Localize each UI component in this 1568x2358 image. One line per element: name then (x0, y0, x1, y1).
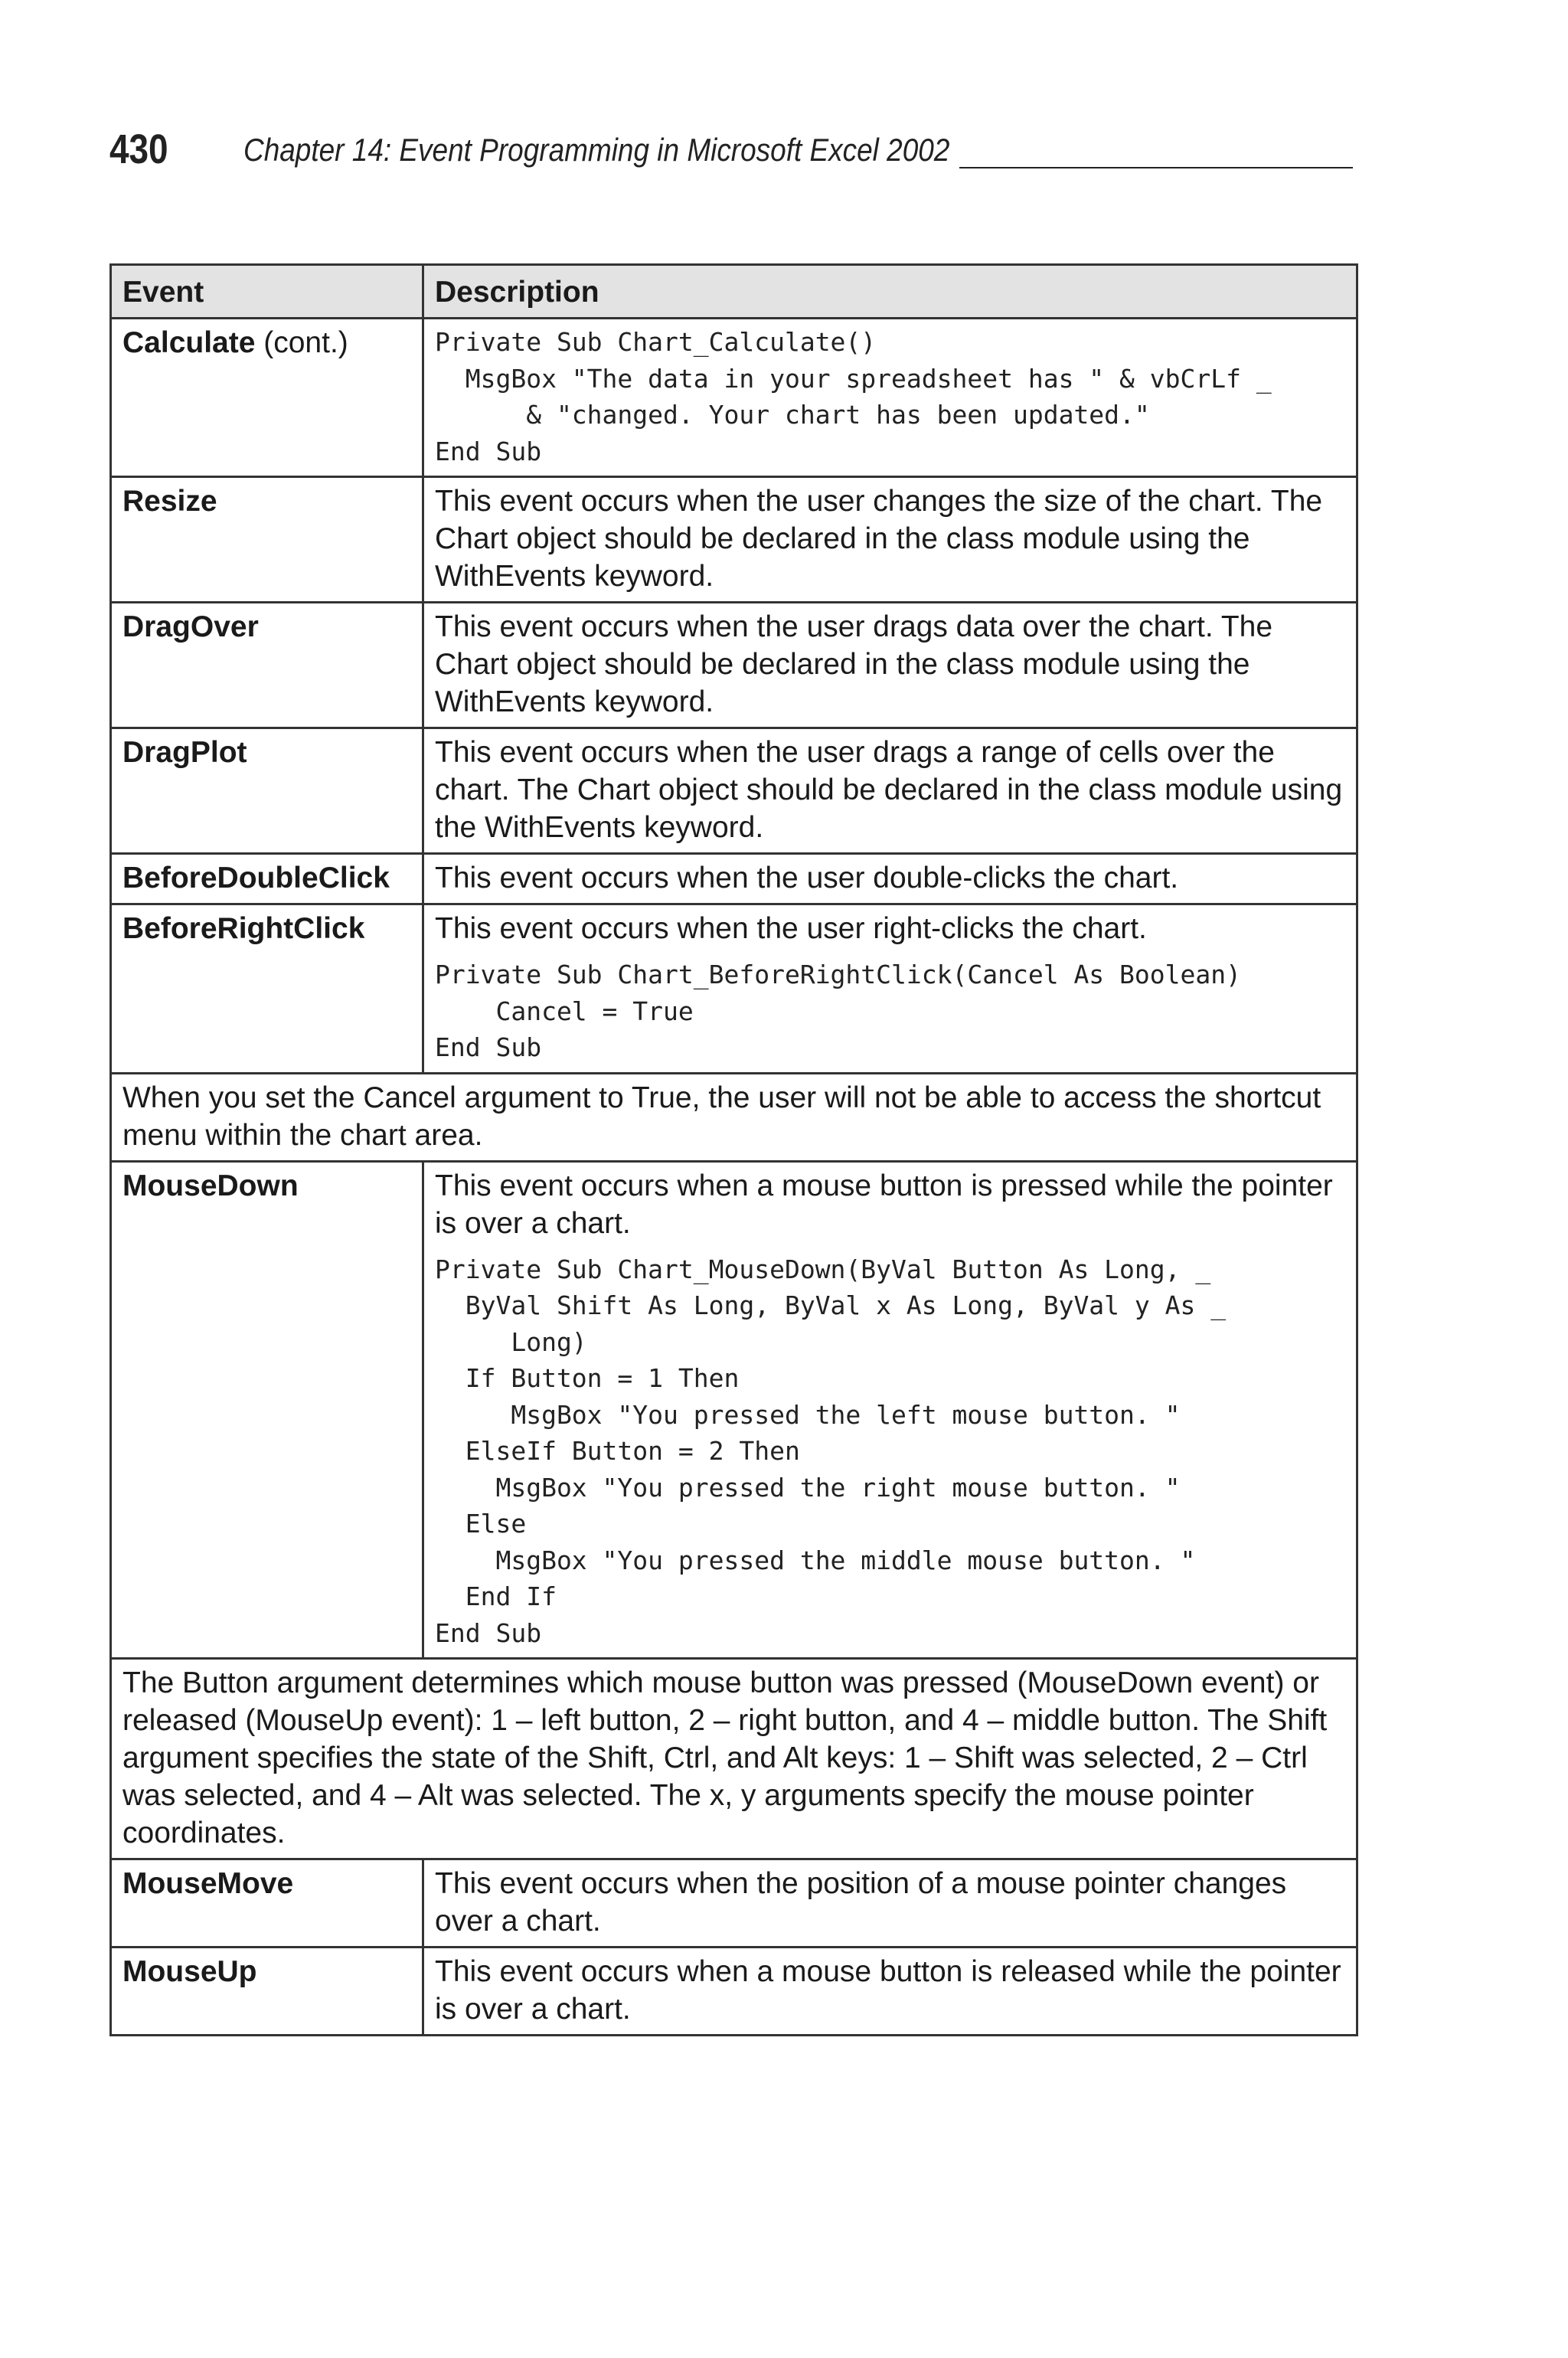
table-row-dragover (111, 603, 1357, 728)
event-description: This event occurs when the user drags a range of cells over the chart. The Chart object should be declared in the class module using the WithEvents keyword. (435, 736, 1343, 844)
table-row-cancel-note (111, 1073, 1357, 1161)
table-header-row (111, 265, 1357, 319)
event-cell (111, 319, 423, 477)
description-cell (423, 1161, 1357, 1659)
column-header-description: Description (423, 265, 1357, 319)
table-row-mousemove (111, 1859, 1357, 1948)
column-header-event: Event (111, 265, 423, 319)
description-cell (423, 477, 1357, 603)
event-description: This event occurs when the user double-clicks the chart. (435, 862, 1179, 894)
description-cell (423, 1948, 1357, 2036)
event-name: DragOver (122, 610, 259, 643)
table-row-resize (111, 477, 1357, 603)
event-cell (111, 854, 423, 904)
event-description: This event occurs when the user right-clicks the chart. (435, 912, 1147, 945)
table-row-dragplot (111, 728, 1357, 854)
cancel-note: When you set the Cancel argument to True, the user will not be able to access the shortcut menu within the chart area. (122, 1081, 1321, 1152)
event-name-note: (cont.) (255, 326, 348, 359)
event-name: MouseMove (122, 1867, 294, 1900)
event-name: Calculate (122, 326, 256, 359)
event-name: MouseUp (122, 1955, 257, 1988)
event-name: BeforeRightClick (122, 912, 365, 945)
event-name: BeforeDoubleClick (122, 862, 390, 894)
event-description: This event occurs when the position of a mouse pointer changes over a chart. (435, 1867, 1287, 1938)
code-sample: Private Sub Chart_MouseDown(ByVal Button As Long, _ ByVal Shift As Long, ByVal x As Long, ByVal y As _ Long) If Button = 1 Then MsgBox "You pressed the left mouse button. " ElseIf Button = 2 Then MsgBox "You pressed the right mouse button. " Else MsgBox "You pressed the middle mouse button. " End If End Sub (435, 1254, 1227, 1648)
description-cell (423, 319, 1357, 477)
table-row-calculate (111, 319, 1357, 477)
table-row-beforedoubleclick (111, 854, 1357, 904)
event-cell (111, 1859, 423, 1948)
event-cell (111, 904, 423, 1074)
description-cell (423, 728, 1357, 854)
code-sample: Private Sub Chart_Calculate() MsgBox "The data in your spreadsheet has " & vbCrLf _ & "changed. Your chart has been updated." End Sub (435, 327, 1272, 466)
code-sample: Private Sub Chart_BeforeRightClick(Cancel As Boolean) Cancel = True End Sub (435, 960, 1241, 1062)
description-cell (423, 904, 1357, 1074)
event-cell (111, 603, 423, 728)
note-cell (111, 1659, 1357, 1859)
table-row-button-note (111, 1659, 1357, 1859)
header-rule (959, 167, 1353, 168)
event-cell (111, 1161, 423, 1659)
table-row-mousedown (111, 1161, 1357, 1659)
event-name: DragPlot (122, 736, 247, 769)
event-description: This event occurs when a mouse button is released while the pointer is over a chart. (435, 1955, 1341, 2026)
event-name: MouseDown (122, 1169, 299, 1202)
description-cell (423, 603, 1357, 728)
event-cell (111, 1948, 423, 2036)
description-cell (423, 1859, 1357, 1948)
table-row-mouseup (111, 1948, 1357, 2036)
events-table (109, 263, 1358, 2036)
description-cell (423, 854, 1357, 904)
running-title: Chapter 14: Event Programming in Microsoft Excel 2002 (243, 132, 950, 168)
event-description: This event occurs when the user changes the size of the chart. The Chart object should be declared in the class module using the WithEvents keyword. (435, 485, 1323, 593)
event-cell (111, 477, 423, 603)
running-header (109, 123, 1353, 176)
event-description: This event occurs when the user drags data over the chart. The Chart object should be declared in the class module using the WithEvents keyword. (435, 610, 1273, 718)
page-number: 430 (109, 126, 168, 172)
event-description: This event occurs when a mouse button is pressed while the pointer is over a chart. (435, 1169, 1333, 1240)
note-cell (111, 1073, 1357, 1161)
event-cell (111, 728, 423, 854)
table-row-beforerightclick (111, 904, 1357, 1074)
event-name: Resize (122, 485, 217, 518)
button-argument-note: The Button argument determines which mouse button was pressed (MouseDown event) or released (MouseUp event): 1 – left button, 2 – right button, and 4 – middle button. The Shift argument specifies the state of the Shift, Ctrl, and Alt keys: 1 – Shift was selected, 2 – Ctrl was selected, and 4 – Alt was selected. The x, y arguments specify the mouse pointer coordinates. (122, 1666, 1328, 1849)
